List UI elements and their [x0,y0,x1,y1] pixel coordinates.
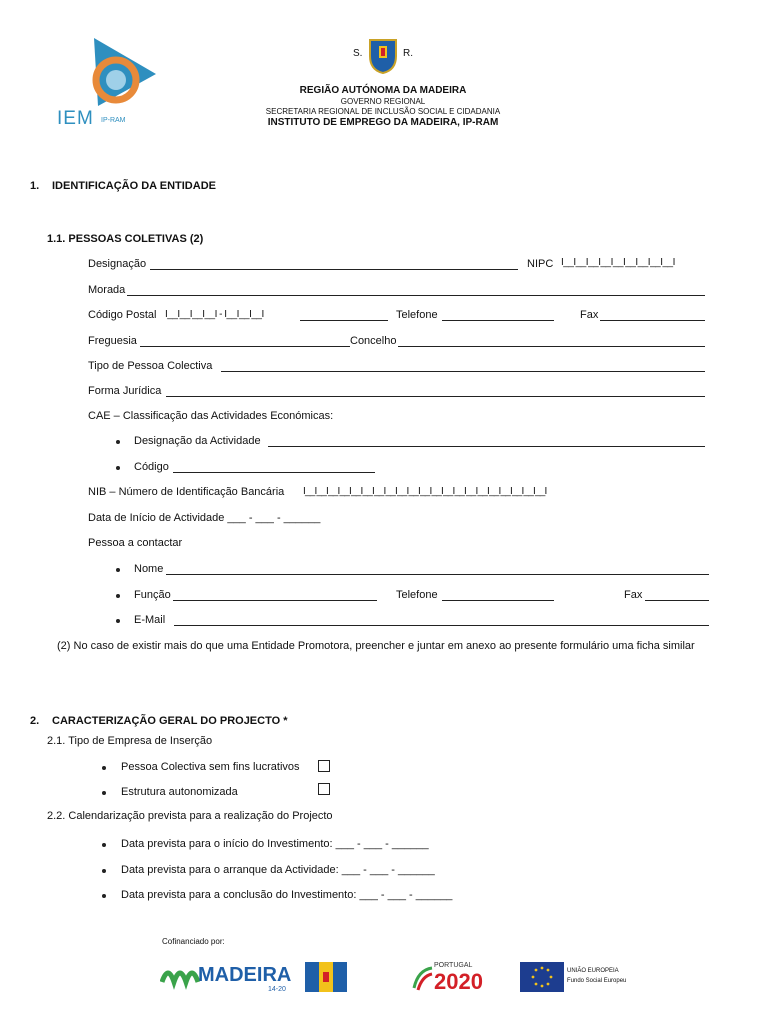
bullet-icon [116,619,120,623]
madeira-1420-logo [160,960,290,996]
tipo-pessoa-label: Tipo de Pessoa Colectiva [88,360,213,372]
madeira-logo-text: MADEIRA [198,964,292,986]
iem-logo-text: IEM [57,108,94,129]
opt-estrutura-checkbox[interactable] [318,783,330,795]
bullet-icon [116,466,120,470]
madeira-crest-icon [368,36,398,74]
secretariat-line: SECRETARIA REGIONAL DE INCLUSÃO SOCIAL E CIDADANIA [265,107,501,116]
data-inicio-field[interactable]: Data de Início de Actividade ___ - ___ - ______ [88,512,321,524]
designacao-label: Designação [88,258,147,270]
section1-number: 1. [30,180,40,192]
institute-title: INSTITUTO DE EMPREGO DA MADEIRA, IP-RAM [267,117,499,128]
bullet-icon [116,568,120,572]
telefone-label: Telefone [396,309,438,321]
telefone-field[interactable] [442,320,554,321]
nome-label: Nome [134,563,164,575]
portugal-text: PORTUGAL [434,962,473,969]
cofinanciado-label: Cofinanciado por: [162,937,225,946]
date-inicio-investimento-field[interactable]: Data prevista para o início do Investimento: ___ - ___ - ______ [121,838,429,850]
codigo-postal-field[interactable]: I__I__I__I__I - I__I__I__I [165,309,264,320]
email-label: E-Mail [134,614,166,626]
nib-field[interactable]: I__I__I__I__I__I__I__I__I__I__I__I__I__I__I__I__I__I__I__I__I__I [303,486,547,497]
funcao-field[interactable] [173,600,377,601]
designacao-field[interactable] [150,269,518,270]
fax-field[interactable] [600,320,705,321]
bullet-icon [102,869,106,873]
eu-flag-icon [520,962,564,992]
fax-contacto-field[interactable] [645,600,709,601]
forma-juridica-field[interactable] [166,396,705,397]
codigo-postal-locality-field[interactable] [300,320,388,321]
concelho-label: Concelho [350,335,397,347]
madeira-flag-icon [305,962,347,992]
iem-logo-sub: IP-RAM [101,117,126,124]
nib-label: NIB – Número de Identificação Bancária [88,486,285,498]
cae-label: CAE – Classificação das Actividades Económicas: [88,410,334,422]
opt-pessoa-colectiva-checkbox[interactable] [318,760,330,772]
codigo-field[interactable] [173,472,375,473]
telefone-contacto-field[interactable] [442,600,554,601]
region-title: REGIÃO AUTÓNOMA DA MADEIRA [299,85,467,96]
bullet-icon [102,843,106,847]
bullet-icon [116,594,120,598]
date-arranque-actividade-field[interactable]: Data prevista para o arranque da Actividade: ___ - ___ - ______ [121,864,435,876]
forma-juridica-label: Forma Jurídica [88,385,162,397]
freguesia-label: Freguesia [88,335,137,347]
nipc-label: NIPC [527,258,554,270]
opt-estrutura-label: Estrutura autonomizada [121,786,238,798]
section11-title: 1.1. PESSOAS COLETIVAS (2) [47,233,204,245]
codigo-postal-label: Código Postal [88,309,157,321]
eu-text-2: Fundo Social Europeu [567,978,627,984]
madeira-logo-sub: 14-20 [268,986,286,993]
crest-right-text: R. [403,48,413,59]
codigo-label: Código [134,461,169,473]
fax-contacto-label: Fax [624,589,643,601]
nome-field[interactable] [166,574,709,575]
crest-left-text: S. [353,48,363,59]
freguesia-field[interactable] [140,346,350,347]
email-field[interactable] [174,625,709,626]
date-conclusao-investimento-field[interactable]: Data prevista para a conclusão do Investimento: ___ - ___ - ______ [121,889,453,901]
bullet-icon [102,791,106,795]
opt-pessoa-colectiva-label: Pessoa Colectiva sem fins lucrativos [121,761,300,773]
portugal-2020-logo [412,960,508,996]
section1-title: IDENTIFICAÇÃO DA ENTIDADE [52,180,216,192]
section21-title: 2.1. Tipo de Empresa de Inserção [47,735,213,747]
footnote: (2) No caso de existir mais do que uma Entidade Promotora, preencher e juntar em anexo ao presente formulário uma ficha similar [57,640,695,652]
nipc-field[interactable]: I__I__I__I__I__I__I__I__I__I [561,257,675,268]
concelho-field[interactable] [398,346,705,347]
section2-title: CARACTERIZAÇÃO GERAL DO PROJECTO * [52,715,288,727]
designacao-actividade-label: Designação da Actividade [134,435,261,447]
bullet-icon [116,440,120,444]
section2-number: 2. [30,715,40,727]
funcao-label: Função [134,589,171,601]
designacao-actividade-field[interactable] [268,446,705,447]
bullet-icon [102,894,106,898]
morada-label: Morada [88,284,126,296]
tipo-pessoa-field[interactable] [221,371,705,372]
p2020-text: 2020 [434,969,483,994]
fax-label: Fax [580,309,599,321]
eu-text-1: UNIÃO EUROPEIA [567,968,619,974]
telefone-contacto-label: Telefone [396,589,438,601]
morada-field[interactable] [127,295,705,296]
bullet-icon [102,766,106,770]
pessoa-contactar-label: Pessoa a contactar [88,537,183,549]
section22-title: 2.2. Calendarização prevista para a realização do Projecto [47,810,333,822]
government-line: GOVERNO REGIONAL [340,97,426,106]
